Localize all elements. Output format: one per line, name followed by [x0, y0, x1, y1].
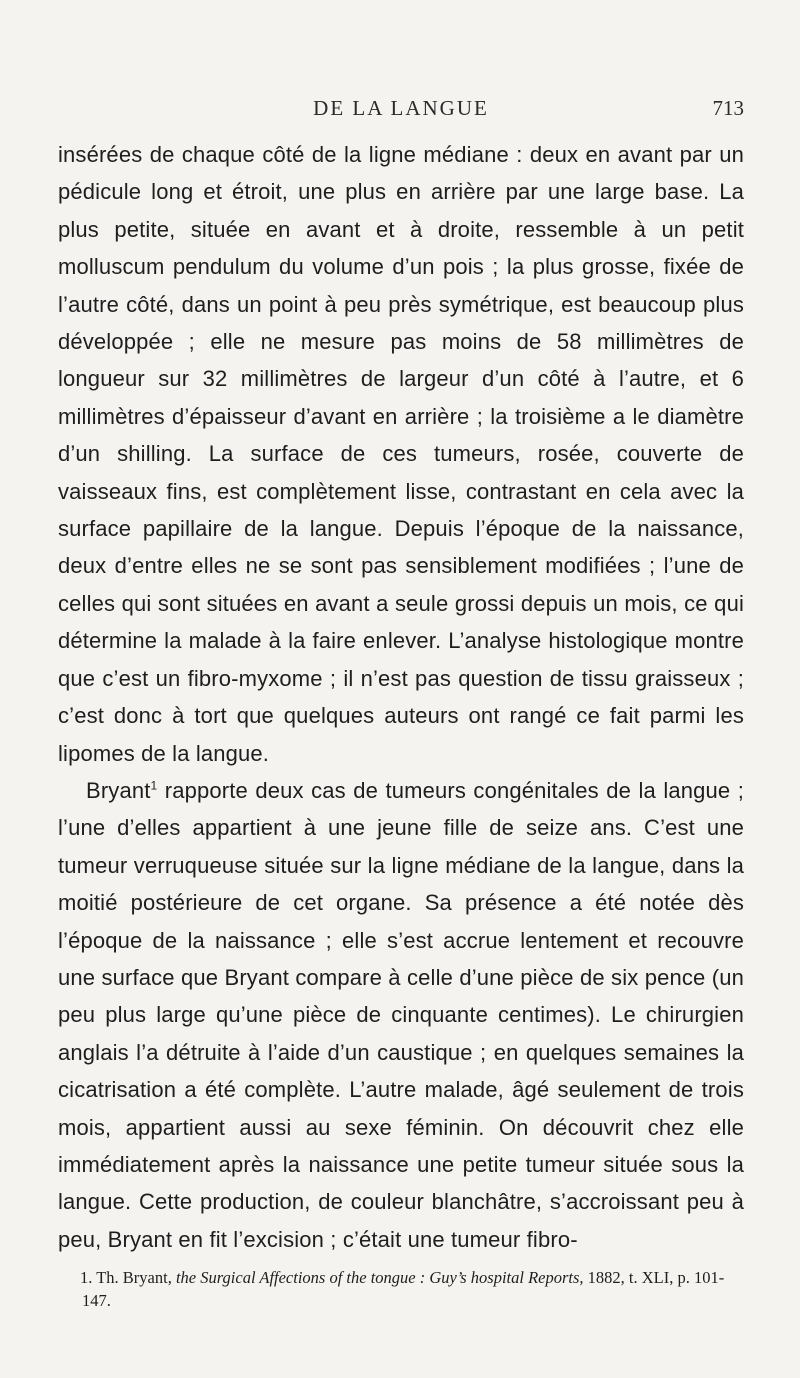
footnote: [58, 1266, 744, 1312]
page-number: 713: [712, 96, 744, 120]
paragraph-1: insérées de chaque côté de la ligne médiane : deux en avant par un pédicule long et étroit, une plus en arrière par une large base. La plus petite, située en avant et à droite, ressemble à un petit molluscum pendulum du volume d’un pois ; la plus grosse, fixée de l’autre côté, dans un point à peu près symétrique, est beaucoup plus développée ; elle ne mesure pas moins de 58 millimètres de longueur sur 32 millimètres de largeur d’un côté à l’autre, et 6 millimètres d’épaisseur d’avant en arrière ; la troisième a le diamètre d’un shilling. La surface de ces tumeurs, rosée, couverte de vaisseaux fins, est complètement lisse, contrastant en cela avec la surface papillaire de la langue. Depuis l’époque de la naissance, deux d’entre elles ne se sont pas sensiblement modifiées ; l’une de celles qui sont situées en avant a seule grossi depuis un mois, ce qui détermine la malade à la faire enlever. L’analyse histologique montre que c’est un fibro-myxome ; il n’est pas question de tissu graisseux ; c’est donc à tort que quelques auteurs ont rangé ce fait parmi les lipomes de la langue.: [58, 142, 744, 766]
footnote-author: Th. Bryant,: [96, 1268, 172, 1288]
footnote-title: the Surgical Affections of the tongue : Guy’s hospital Reports,: [175, 1268, 584, 1288]
running-title: DE LA LANGUE: [313, 96, 489, 120]
paragraph-2-text: rapporte deux cas de tumeurs congénitales de la langue ; l’une d’elles appartient à une jeune fille de seize ans. C’est une tumeur verruqueuse située sur la ligne médiane de la langue, dans la moitié postérieure de cet organe. Sa présence a été notée dès l’époque de la naissance ; elle s’est accrue lentement et recouvre une surface que Bryant compare à celle d’une pièce de six pence (un peu plus large qu’une pièce de cinquante centimes). Le chirurgien anglais l’a détruite à l’aide d’un caustique ; en quelques semaines la cicatrisation a été complète. L’autre malade, âgé seulement de trois mois, appartient aussi au sexe féminin. On découvrit chez elle immédiatement après la naissance une petite tumeur située sous la langue. Cette production, de couleur blanchâtre, s’accroissant peu à peu, Bryant en fit l’excision ; c’était une tumeur fibro-: [58, 777, 744, 1252]
footnote-number: 1.: [80, 1268, 93, 1288]
running-head: [58, 96, 744, 120]
footnote-details: 1882, t. XLI, p. 101-147.: [82, 1268, 725, 1311]
footnote-reference: 1: [150, 778, 158, 793]
paragraph-2: [58, 772, 744, 1258]
paragraph-2-name: Bryant: [86, 777, 151, 803]
book-page: [58, 96, 744, 1312]
body-text: [58, 136, 744, 1258]
